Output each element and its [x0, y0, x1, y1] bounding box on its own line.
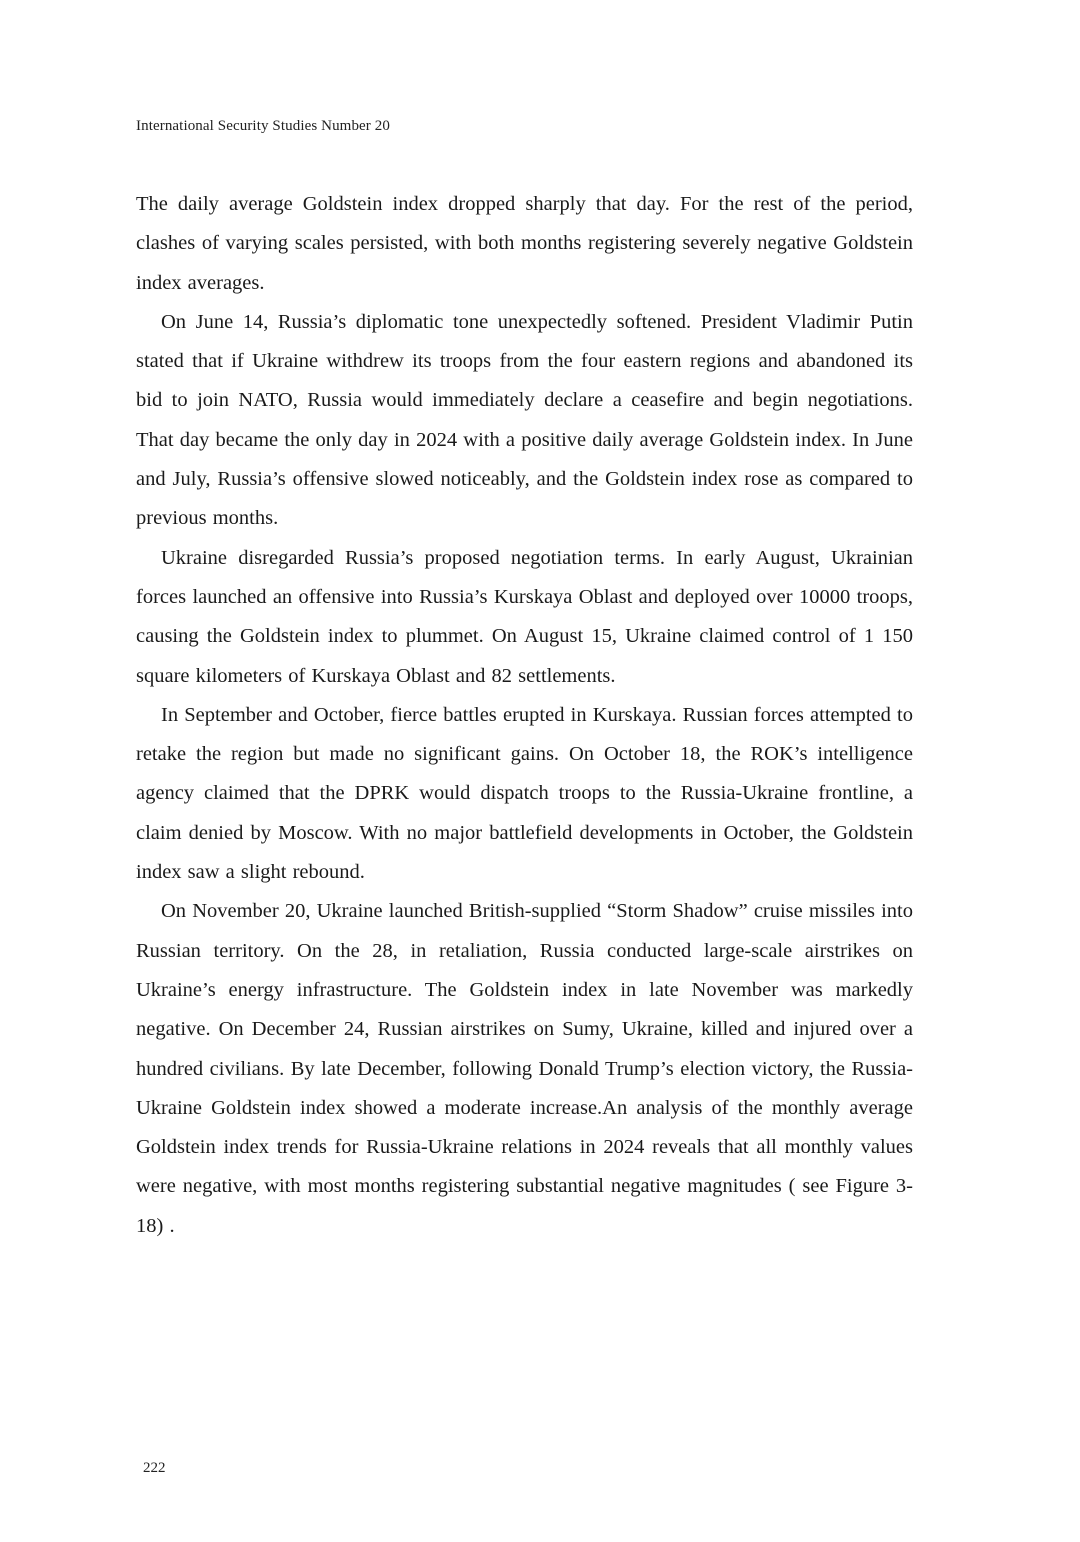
paragraph-5: On November 20, Ukraine launched British-supplied “Storm Shadow” cruise missiles into Russian territory. On the 28, in retaliation, Russia conducted large-scale airstrikes on Ukraine’s energy infrastructure. The Goldstein index in late November was markedly negative. On December 24, Russian airstrikes on Sumy, Ukraine, killed and injured over a hundred civilians. By late December, following Donald Trump’s election victory, the Russia-Ukraine Goldstein index showed a moderate increase.An analysis of the monthly average Goldstein index trends for Russia-Ukraine relations in 2024 reveals that all monthly values were negative, with most months registering substantial negative magnitudes ( see Figure 3-18) . — [136, 900, 913, 1237]
paragraph-2: On June 14, Russia’s diplomatic tone unexpectedly softened. President Vladimir Putin stated that if Ukraine withdrew its troops from the four eastern regions and abandoned its bid to join NATO, Russia would immediately declare a ceasefire and begin negotiations. That day became the only day in 2024 with a positive daily average Goldstein index. In June and July, Russia’s offensive slowed noticeably, and the Goldstein index rose as compared to previous months. — [136, 310, 913, 530]
page-number: 222 — [143, 1460, 166, 1476]
paragraph-3: Ukraine disregarded Russia’s proposed negotiation terms. In early August, Ukrainian forces launched an offensive into Russia’s Kurskaya Oblast and deployed over 10000 troops, causing the Goldstein index to plummet. On August 15, Ukraine claimed control of 1 150 square kilometers of Kurskaya Oblast and 82 settlements. — [136, 546, 913, 687]
body-text — [136, 185, 913, 1246]
running-header: International Security Studies Number 20 — [136, 118, 390, 134]
paragraph-4: In September and October, fierce battles erupted in Kurskaya. Russian forces attempted to retake the region but made no significant gains. On October 18, the ROK’s intelligence agency claimed that the DPRK would dispatch troops to the Russia-Ukraine frontline, a claim denied by Moscow. With no major battlefield developments in October, the Goldstein index saw a slight rebound. — [136, 703, 913, 884]
paragraph-1: The daily average Goldstein index dropped sharply that day. For the rest of the period, clashes of varying scales persisted, with both months registering severely negative Goldstein index averages. — [136, 193, 913, 294]
